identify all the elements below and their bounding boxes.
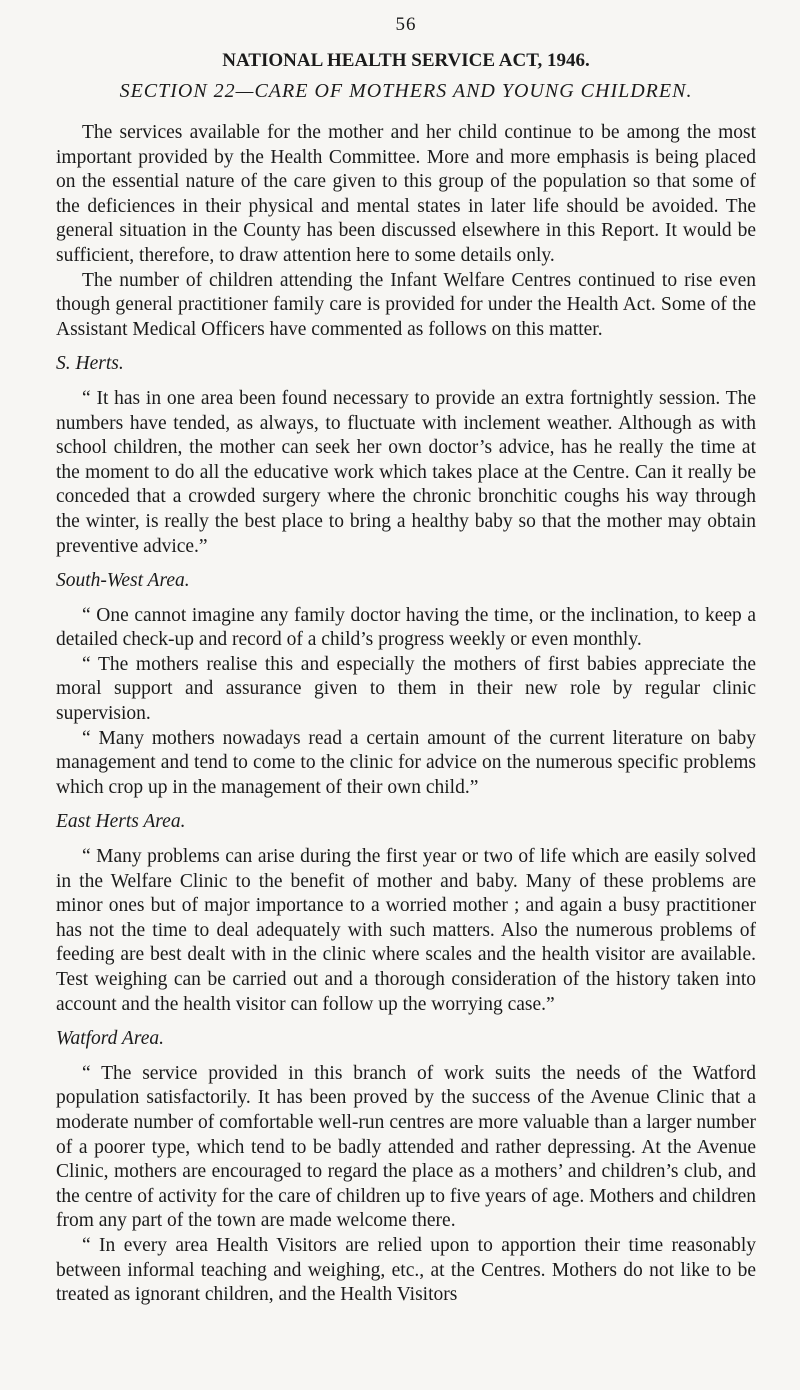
area-heading-s-herts: S. Herts. — [56, 353, 124, 375]
intro-paragraph: The number of children attending the Infant Welfare Centres continued to rise even though general practitioner family care is provided for under the Health Act. Some of the Assistant Medical Officers have commented as follows on this matter. — [56, 269, 756, 340]
area-heading-east-herts: East Herts Area. — [56, 811, 186, 833]
quote-paragraph: “ It has in one area been found necessary to provide an extra fortnightly session. The numbers have tended, as always, to fluctuate with inclement weather. Although as with school children, the mother can seek her own doctor’s advice, has he really the time at the moment to do all the educative work which takes place at the Centre. Can it really be conceded that a crowded surgery where the chronic bronchitic coughs his way through the winter, is really the best place to bring a healthy baby so that the mother may obtain preventive advice.” — [56, 387, 756, 557]
quote-paragraph: “ In every area Health Visitors are relied upon to apportion their time reasonably between informal teaching and weighing, etc., at the Centres. Mothers do not like to be treated as ignorant children, and the Health Visitors — [56, 1234, 756, 1306]
quote-paragraph: “ The mothers realise this and especially the mothers of first babies appreciate the moral support and assurance given to them in their new role by regular clinic supervision. — [56, 653, 756, 725]
quote-paragraph: “ The service provided in this branch of work suits the needs of the Watford population satisfactorily. It has been proved by the success of the Avenue Clinic that a moderate number of comfortable well-run centres are more valuable than a larger number of a poorer type, which tend to be badly attended and rather depressing. At the Avenue Clinic, mothers are encouraged to regard the place as a mothers’ and children’s club, and the centre of activity for the care of children up to five years of age. Mothers and children from any part of the town are made welcome there. — [56, 1062, 756, 1232]
section-title: SECTION 22—CARE OF MOTHERS AND YOUNG CHILDREN. — [119, 80, 693, 102]
act-title: NATIONAL HEALTH SERVICE ACT, 1946. — [222, 50, 590, 71]
quote-paragraph: “ One cannot imagine any family doctor having the time, or the inclination, to keep a detailed check-up and record of a child’s progress weekly or even monthly. — [56, 604, 756, 651]
page-number: 56 — [395, 14, 417, 35]
document-page — [56, 14, 756, 1308]
quote-paragraph: “ Many problems can arise during the first year or two of life which are easily solved in the Welfare Clinic to the benefit of mother and baby. Many of these problems are minor ones but of major importance to a worried mother ; and again a busy practitioner has not the time to deal adequately with such matters. Also the numerous problems of feeding are best dealt with in the clinic where scales and the health visitor are available. Test weighing can be carried out and a thorough consideration of the history taken into account and the health visitor can follow up the worrying case.” — [56, 846, 756, 1015]
area-heading-watford: Watford Area. — [56, 1028, 164, 1050]
intro-paragraph: The services available for the mother and her child continue to be among the most important provided by the Health Committee. More and more emphasis is being placed on the essential nature of the care given to this group of the population so that some of the deficiences in their physical and mental states in later life should be avoided. The general situation in the County has been discussed elsewhere in this Report. It would be sufficient, therefore, to draw attention here to some details only. — [56, 122, 756, 266]
quote-paragraph: “ Many mothers nowadays read a certain amount of the current literature on baby management and tend to come to the clinic for advice on the numerous specific problems which crop up in the management of their own child.” — [56, 727, 756, 798]
area-heading-south-west: South-West Area. — [56, 570, 190, 592]
